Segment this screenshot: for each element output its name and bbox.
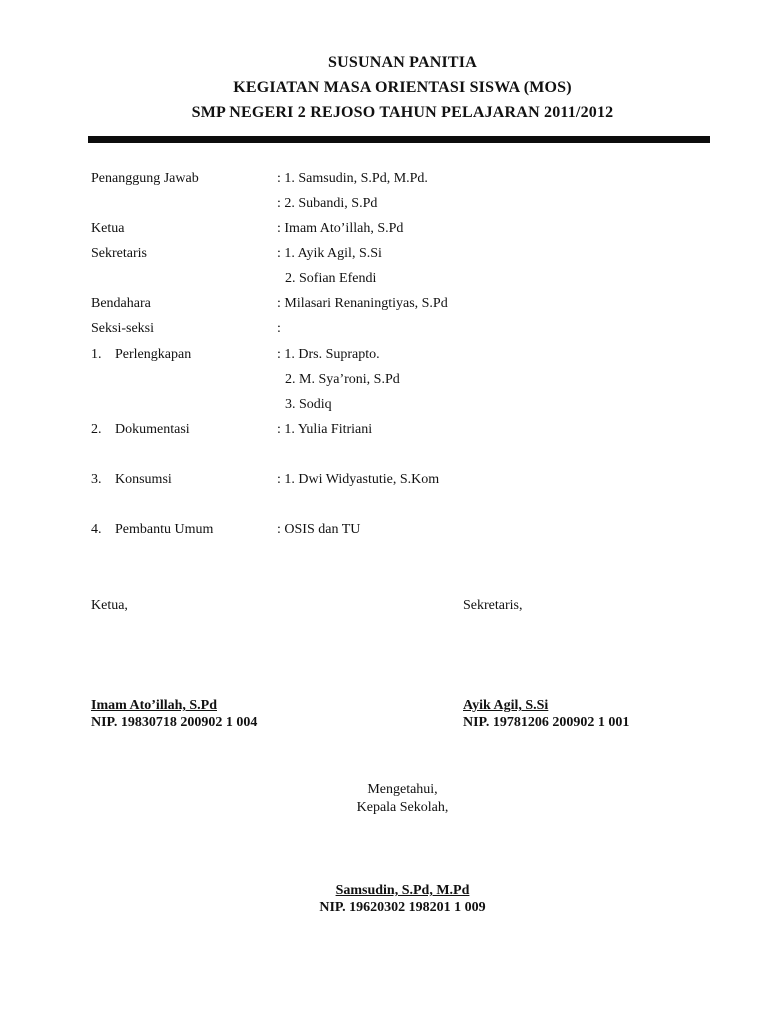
header-divider [88,136,710,143]
signature-left-role: Ketua, [91,598,128,613]
seksi-label: Seksi-seksi [91,321,154,336]
perlengkapan-value-3: 3. Sodiq [285,397,332,412]
bendahara-label: Bendahara [91,296,151,311]
principal-title: Kepala Sekolah, [356,800,449,815]
section-label-dokumentasi: Dokumentasi [115,422,190,437]
seksi-value: : [277,321,281,336]
signature-left-nip: NIP. 19830718 200902 1 004 [91,715,258,730]
principal-name-wrap [200,882,605,900]
doc-subtitle: KEGIATAN MASA ORIENTASI SISWA (MOS) [233,79,572,96]
signature-right-role: Sekretaris, [463,598,523,613]
section-number: 2. [91,422,102,437]
sekretaris-value-2: 2. Sofian Efendi [285,271,377,286]
perlengkapan-value-2: 2. M. Sya’roni, S.Pd [285,372,400,387]
section-label-perlengkapan: Perlengkapan [115,347,192,362]
doc-title: SUSUNAN PANITIA [328,54,477,71]
sekretaris-label: Sekretaris [91,246,147,261]
document-header [0,50,768,125]
signature-left-name: Imam Ato’illah, S.Pd [91,698,218,713]
section-label-konsumsi: Konsumsi [115,472,172,487]
section-number: 3. [91,472,102,487]
section-label-pembantu-umum: Pembantu Umum [115,522,214,537]
section-number: 4. [91,522,102,537]
bendahara-value: : Milasari Renaningtiyas, S.Pd [277,296,448,311]
penanggung-jawab-label: Penanggung Jawab [91,171,199,186]
sekretaris-value-1: : 1. Ayik Agil, S.Si [277,246,382,261]
penanggung-jawab-value-2: : 2. Subandi, S.Pd [277,196,378,211]
pembantu-umum-value: : OSIS dan TU [277,522,361,537]
konsumsi-value-1: : 1. Dwi Widyastutie, S.Kom [277,472,440,487]
principal-name: Samsudin, S.Pd, M.Pd [335,883,470,898]
ketua-label: Ketua [91,221,125,236]
section-number: 1. [91,347,102,362]
signature-right-nip: NIP. 19781206 200902 1 001 [463,715,630,730]
penanggung-jawab-value-1: : 1. Samsudin, S.Pd, M.Pd. [277,171,428,186]
acknowledgment-label: Mengetahui, [367,782,438,797]
doc-school-year: SMP NEGERI 2 REJOSO TAHUN PELAJARAN 2011/2012 [191,104,614,121]
ketua-value: : Imam Ato’illah, S.Pd [277,221,404,236]
principal-nip: NIP. 19620302 198201 1 009 [319,900,486,915]
dokumentasi-value-1: : 1. Yulia Fitriani [277,422,373,437]
signature-right-name: Ayik Agil, S.Si [463,698,549,713]
perlengkapan-value-1: : 1. Drs. Suprapto. [277,347,380,362]
